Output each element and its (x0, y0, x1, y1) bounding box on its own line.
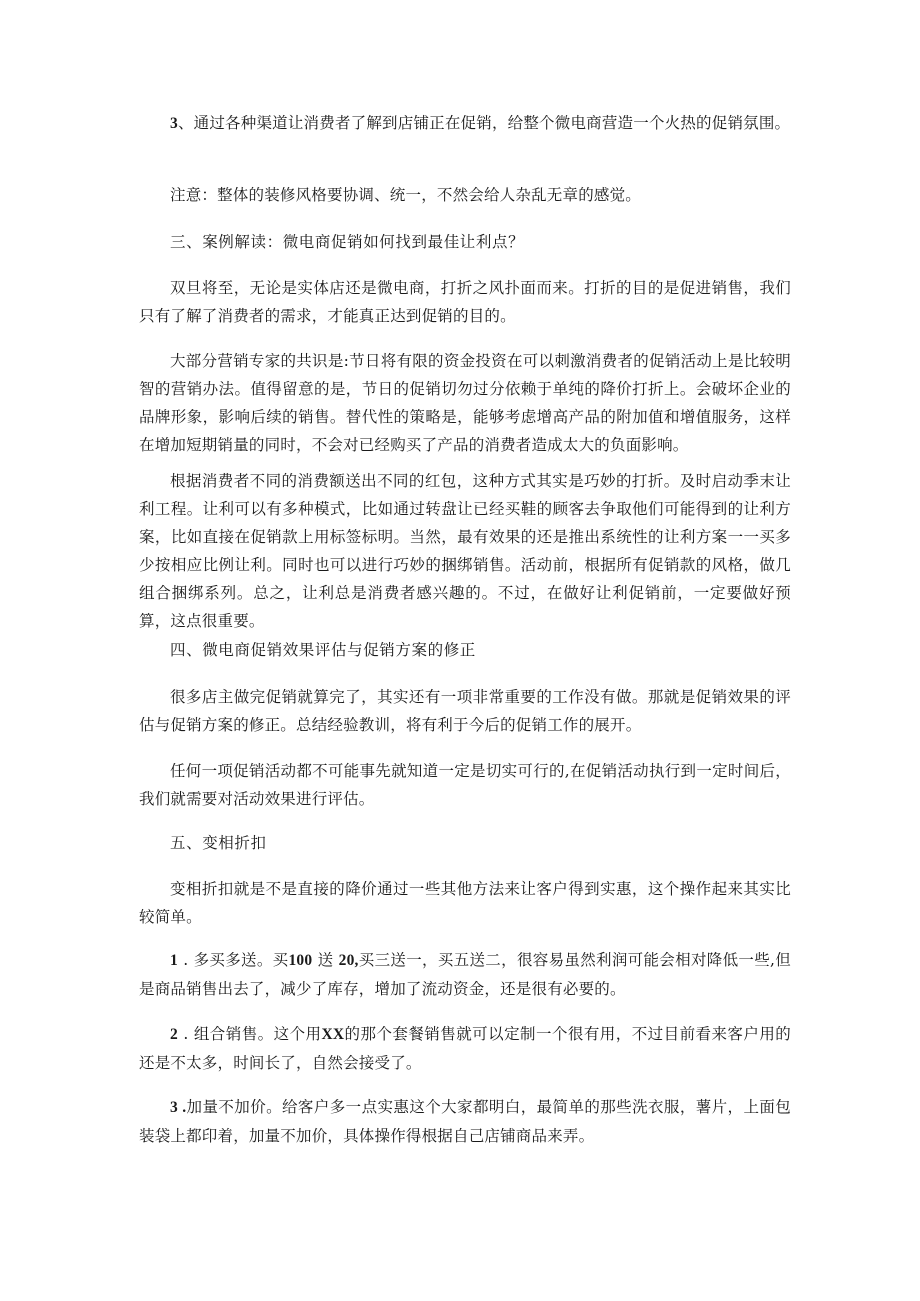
item-number: 3 (170, 115, 178, 132)
paragraph-expert-consensus (139, 347, 791, 459)
paragraph-text: 注意：整体的装修风格要协调、统一，不然会给人杂乱无章的感觉。 (170, 186, 642, 204)
section-heading-case-study (139, 228, 791, 256)
paragraph-holiday-discounts (139, 274, 791, 330)
heading-text: 三、案例解读：微电商促销如何找到最佳让利点？ (170, 233, 525, 251)
paragraph-text: 变相折扣就是不是直接的降价通过一些其他方法来让客户得到实惠，这个操作起来其实比较简单。 (139, 880, 791, 926)
item-number: 2 (170, 1026, 178, 1043)
list-item-more-quantity-same-price: 3 .加量不加价。给客户多一点实惠这个大家都明白，最简单的那些洗衣服，薯片，上面包装袋上都印着，加量不加价，具体操作得根据自己店铺商品来弄。 (139, 1098, 791, 1145)
paragraph-text: 很多店主做完促销就算完了，其实还有一项非常重要的工作没有做。那就是促销效果的评估与促销方案的修正。总结经验教训，将有利于今后的促销工作的展开。 (139, 688, 791, 734)
paragraph-text: 任何一项促销活动都不可能事先就知道一定是切实可行的,在促销活动执行到一定时间后，我们就需要对活动效果进行评估。 (139, 762, 791, 808)
paragraph-evaluation-importance (139, 683, 791, 739)
heading-text: 五、变相折扣 (170, 834, 267, 852)
item-number: 1 (170, 952, 178, 969)
paragraph-text: 大部分营销专家的共识是:节日将有限的资金投资在可以刺激消费者的促销活动上是比较明智的营销办法。值得留意的是，节日的促销切勿过分依赖于单纯的降价打折上。会破坏企业的品牌形象，影响后续的销售。替代性的策略是，能够考虑增高产品的附加值和增值服务，这样在增加短期销量的同时，不会对已经购买了产品的消费者造成太大的负面影响。 (139, 352, 791, 454)
paragraph-disguised-discount-intro (139, 875, 791, 931)
paragraph-text: 双旦将至，无论是实体店还是微电商，打折之风扑面而来。打折的目的是促进销售，我们只有了解了消费者的需求，才能真正达到促销的目的。 (139, 279, 791, 325)
section-heading-disguised-discount (139, 829, 791, 857)
section-heading-evaluation (139, 636, 791, 664)
paragraph-text: 根据消费者不同的消费额送出不同的红包，这种方式其实是巧妙的打折。及时启动季末让利工程。让利可以有多种模式，比如通过转盘让已经买鞋的顾客去争取他们可能得到的让利方案，比如直接在促销款上用标签标明。当然，最有效果的还是推出系统性的让利方案一一买多少按相应比例让利。同时也可以进行巧妙的捆绑销售。活动前，根据所有促销款的风格，做几组合捆绑系列。总之，让利总是消费者感兴趣的。不过，在做好让利促销前，一定要做好预算，这点很重要。 (139, 472, 791, 630)
paragraph-note (139, 181, 791, 209)
item-number: 3 (170, 1099, 178, 1116)
paragraph-red-envelope-strategy (139, 467, 791, 635)
heading-text: 四、微电商促销效果评估与促销方案的修正 (170, 641, 476, 659)
list-item-bundle-sales: 2 . 组合销售。这个用XX的那个套餐销售就可以定制一个很有用，不过目前看来客户用的还是不太多，时间长了，自然会接受了。 (139, 1025, 791, 1072)
paragraph-promotion-channels (139, 109, 791, 138)
paragraph-text: 、通过各种渠道让消费者了解到店铺正在促销，给整个微电商营造一个火热的促销氛围。 (177, 114, 791, 132)
list-item-buy-more-get-more: 1 . 多买多送。买100 送 20,买三送一，买五送二，很容易虽然利润可能会相对降低一些,但是商品销售出去了，减少了库存，增加了流动资金，还是很有必要的。 (139, 951, 791, 998)
paragraph-evaluation-timing (139, 757, 791, 813)
